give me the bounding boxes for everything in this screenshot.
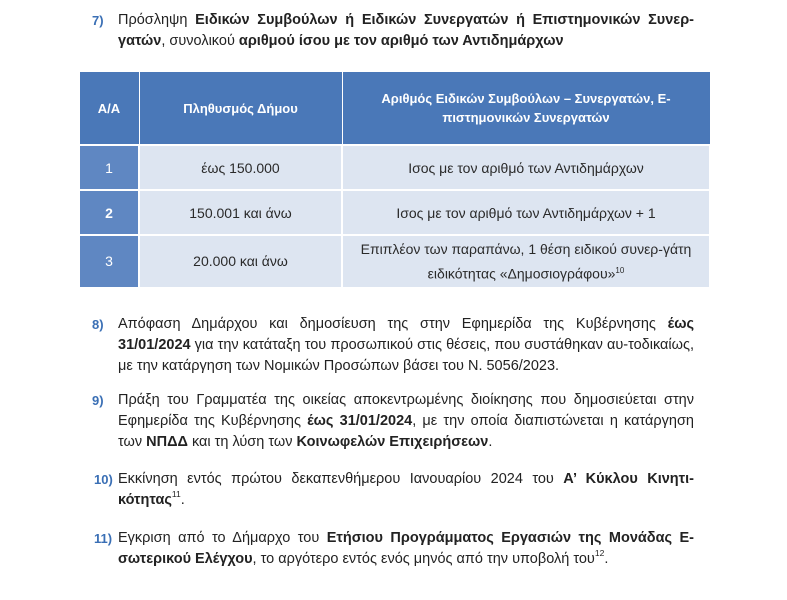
item-text: Εκκίνηση εντός πρώτου δεκαπενθήμερου Ιανουαρίου 2024 του Α’ Κύκλου Κινητι-κότητας$^{11}$. — [118, 471, 694, 508]
table-header-row — [79, 72, 710, 146]
item-text: Εγκριση από το Δήμαρχο του Ετήσιου Προγράμματος Εργασιών της Μονάδας Ε-σωτερικού Ελέγχου, το αργότερο εντός ενός μηνός από την υποβολή του$^{12}$. — [118, 530, 694, 567]
row-index: 1 — [79, 145, 139, 190]
footnote-ref: 11 — [171, 489, 181, 500]
item-text: Πρόσληψη Ειδικών Συμβούλων ή Ειδικών Συνεργατών ή Επιστημονικών Συνερ-γατών, συνολικού αριθμού ίσου με τον αριθμό των Αντιδημάρχων — [118, 12, 694, 49]
row-population: 150.001 και άνω — [139, 190, 342, 235]
item-number: 8) — [92, 317, 104, 332]
item-number: 9) — [92, 393, 104, 408]
table-row — [79, 190, 710, 235]
footnote-ref: 12 — [594, 548, 605, 559]
header-aa: Α/Α — [79, 72, 139, 146]
row-population: έως 150.000 — [139, 145, 342, 190]
item-text: Πράξη του Γραμματέα της οικείας αποκεντρωμένης διοίκησης που δημοσιεύεται στην Εφημερίδα της Κυβέρνησης έως 31/01/2024, με την οποία διαπιστώνεται η κατάργηση των ΝΠΔΔ και τη λύση των Κοινωφελών Επιχειρήσεων. — [118, 392, 694, 450]
item-number: 10) — [94, 472, 113, 487]
header-population: Πληθυσμός Δήμου — [139, 72, 342, 146]
row-advisor-count: Ισος με τον αριθμό των Αντιδημάρχων + 1 — [342, 190, 710, 235]
item-number: 7) — [92, 13, 104, 28]
table-row — [79, 235, 710, 288]
header-advisor-count: Αριθμός Ειδικών Συμβούλων – Συνεργατών, Ε-πιστημονικών Συνεργατών — [342, 72, 710, 146]
item-number: 11) — [94, 531, 113, 546]
row-advisor-count: Επιπλέον των παραπάνω, 1 θέση ειδικού συνερ-γάτη ειδικότητας «Δημοσιογράφου»$^{10}$ — [342, 235, 710, 288]
footnote-ref: 10 — [615, 265, 625, 275]
row-index: 3 — [79, 235, 139, 288]
advisors-table — [78, 71, 711, 289]
item-text: Απόφαση Δημάρχου και δημοσίευση της στην Εφημερίδα της Κυβέρνησης έως 31/01/2024 για την κατάταξη του προσωπικού στις θέσεις, που συστάθηκαν αυ-τοδικαίως, με την κατάργηση των Νομικών Προσώπων βάσει του Ν. 5056/2023. — [118, 316, 694, 374]
row-advisor-count: Ισος με τον αριθμό των Αντιδημάρχων — [342, 145, 710, 190]
table-row — [79, 145, 710, 190]
row-population: 20.000 και άνω — [139, 235, 342, 288]
row-index: 2 — [79, 190, 139, 235]
